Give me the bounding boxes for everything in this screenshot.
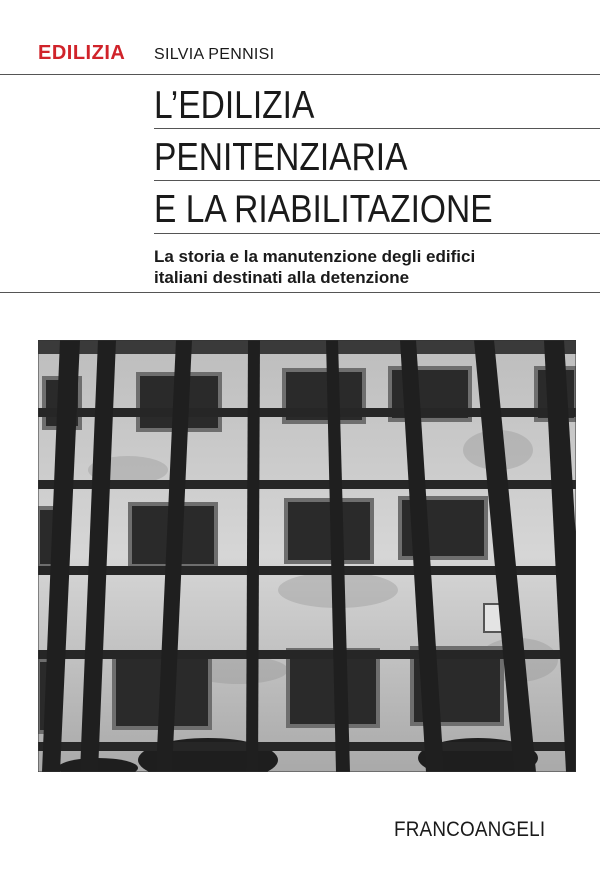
publisher-logo: FRANCOANGELI (394, 818, 546, 841)
series-label: EDILIZIA (38, 42, 126, 64)
title-divider-1 (154, 128, 600, 129)
subtitle (154, 246, 475, 288)
title-line-1: L’EDILIZIA (154, 84, 315, 127)
title-divider-3 (154, 233, 600, 234)
title-line-3: E LA RIABILITAZIONE (154, 188, 493, 231)
subtitle-line-2: italiani destinati alla detenzione (154, 268, 410, 287)
author-name: SILVIA PENNISI (154, 46, 275, 63)
title-divider-2 (154, 180, 600, 181)
subtitle-line-1: La storia e la manutenzione degli edifici (154, 247, 476, 266)
subtitle-divider (0, 292, 600, 293)
top-divider (0, 74, 600, 75)
title-line-2: PENITENZIARIA (154, 136, 408, 179)
cover-photo-prison-bars (38, 340, 576, 772)
